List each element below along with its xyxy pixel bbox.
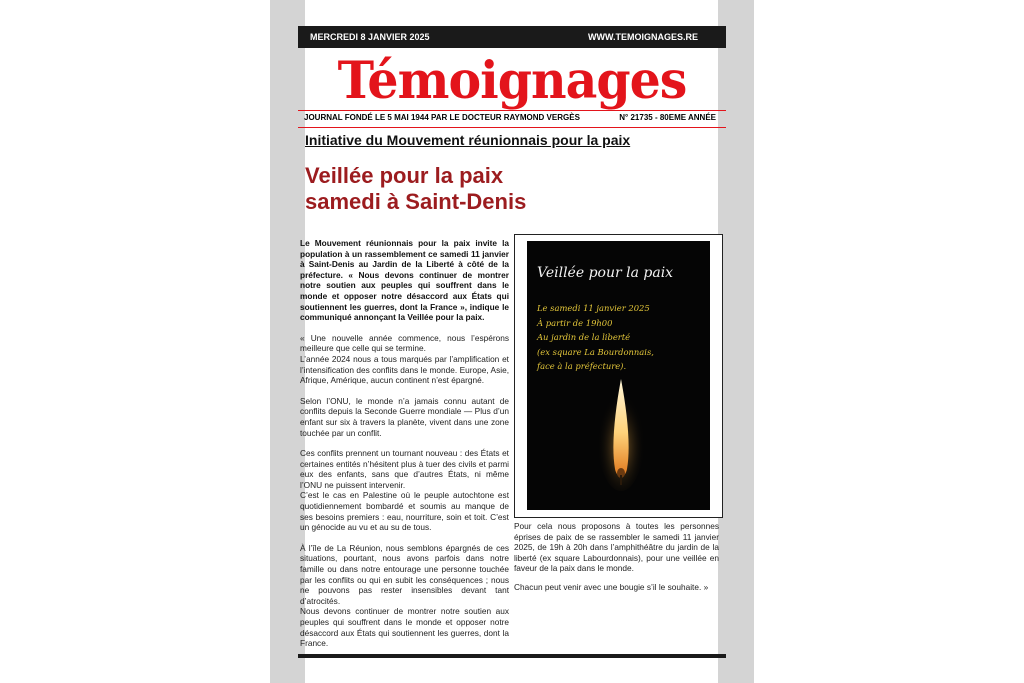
poster-line: Au jardin de la liberté [537, 332, 631, 342]
bottom-rule [298, 654, 726, 658]
paragraph: L’année 2024 nous a tous marqués par l’amplification et l’intensification des conflits dans le monde. Europe, Asie, Afrique, Amérique, aucun continent n’est épargné. [300, 353, 509, 386]
article-kicker: Initiative du Mouvement réunionnais pour la paix [305, 132, 631, 148]
issue-date: MERCREDI 8 JANVIER 2025 [310, 32, 430, 42]
poster-line: À partir de 19h00 [537, 317, 613, 328]
founded-text: JOURNAL FONDÉ LE 5 MAI 1944 PAR LE DOCTEUR RAYMOND VERGÈS [304, 113, 580, 122]
website-link[interactable]: WWW.TEMOIGNAGES.RE [588, 32, 698, 42]
paragraph: Nous devons continuer de montrer notre soutien aux peuples qui souffrent dans le monde et opposer notre désaccord aux États qui soutiennent les guerres, dont la France. [300, 606, 509, 649]
article-column-right [514, 521, 719, 593]
paragraph: C’est le cas en Palestine où le peuple autochtone est quotidiennement bombardé et soumis au manque de ses besoins premiers : eau, nourriture, soin et toit. C’est un génocide au vu et au su de tous. [300, 490, 509, 533]
article-headline [305, 163, 705, 215]
poster-line: (ex square La Bourdonnais, [537, 346, 654, 357]
poster-title: Veillée pour la paix [537, 265, 674, 281]
paragraph: Selon l’ONU, le monde n’a jamais connu autant de conflits depuis la Seconde Guerre mondiale — Plus d’un enfant sur six à travers la planète, vivent dans une zone touchée par un conflit. [300, 395, 509, 438]
article-column-left [300, 238, 509, 649]
founding-line [298, 110, 726, 128]
article-lead: Le Mouvement réunionnais pour la paix invite la population à un rassemblement ce samedi 11 janvier à Saint-Denis au Jardin de la Liberté à côté de la préfecture. « Nous devons continuer de montrer notre soutien aux peuples qui souffrent dans le monde et opposer notre désaccord aux États qui soutiennent les guerres, dont la France », indique le communiqué annonçant la Veillée pour la paix. [300, 238, 509, 323]
paragraph: Pour cela nous proposons à toutes les personnes éprises de paix de se rassembler le samedi 11 janvier 2025, de 19h à 20h dans l’amphithéâtre du jardin de la liberté (ex square Labourdonnais), pour une veillée en faveur de la paix dans le monde. [514, 521, 719, 574]
poster-line: face à la préfecture). [537, 361, 627, 371]
poster-line: Le samedi 11 janvier 2025 [537, 303, 650, 313]
event-poster [514, 234, 723, 518]
poster-background [527, 241, 710, 510]
headline-line-2: samedi à Saint-Denis [305, 189, 527, 214]
masthead-logo: Témoignages [337, 49, 687, 111]
top-bar [298, 26, 726, 48]
headline-line-1: Veillée pour la paix [305, 163, 504, 188]
issue-number: N° 21735 - 80EME ANNÉE [619, 113, 716, 122]
paragraph: Ces conflits prennent un tournant nouveau : des États et certaines entités n’hésitent plus à tuer des civils et parmi eux des enfants, sans que d’autres États, ni même l’ONU ne puissent intervenir. [300, 448, 509, 490]
paragraph: « Une nouvelle année commence, nous l’espérons meilleure que celle qui se termine. [300, 332, 509, 354]
paragraph: Chacun peut venir avec une bougie s’il le souhaite. » [514, 581, 709, 592]
paragraph: À l’île de La Réunion, nous semblons épargnés de ces situations, pourtant, nous avons parfois dans notre famille ou dans notre entourage une personne touchée par les conflits ou qui en subit les conséquences ; nous ne pouvons pas rester insensibles devant tant d’atrocités. [300, 542, 509, 606]
candle-flame-icon [597, 351, 645, 511]
